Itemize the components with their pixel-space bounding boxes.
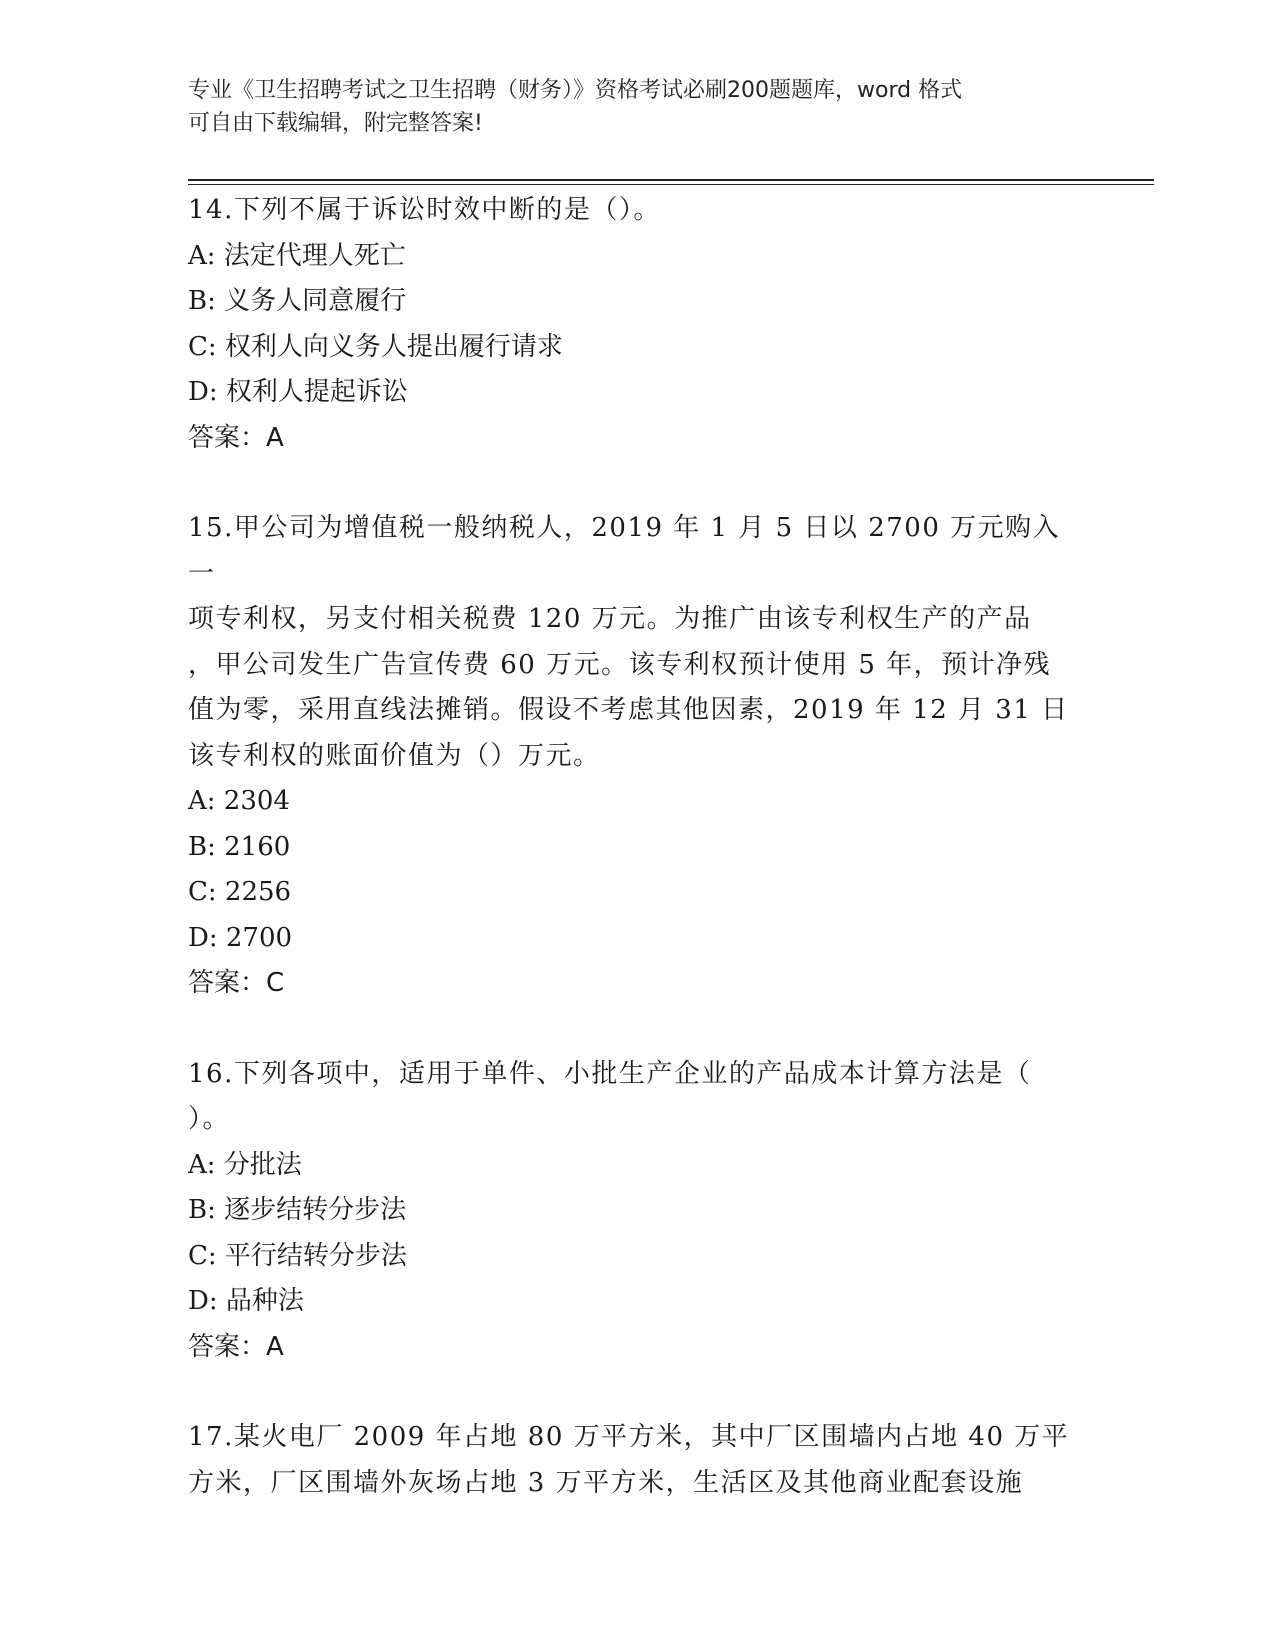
header-title-line-1: 专业《卫生招聘考试之卫生招聘（财务）》资格考试必刷200题题库，word 格式: [188, 78, 963, 103]
header-divider-thin: [188, 184, 1154, 185]
question-stem-line: 16.下列各项中，适用于单件、小批生产企业的产品成本计算方法是（: [188, 1058, 1032, 1089]
question-stem: 14.下列不属于诉讼时效中断的是（）。: [188, 195, 661, 225]
option-a: A: 分批法: [188, 1149, 302, 1180]
question-spacer: [188, 461, 1083, 506]
header-divider-thick: [188, 179, 1154, 181]
option-d: D: 2700: [188, 922, 293, 953]
question-list: [188, 188, 1083, 1506]
option-a: A: 2304: [188, 786, 290, 816]
question-stem-line: ）。: [188, 1104, 231, 1134]
question-stem-line: 17.某火电厂 2009 年占地 80 万平方米，其中厂区围墙内占地 40 万平: [188, 1422, 1070, 1452]
question-stem-line: 项专利权，另支付相关税费 120 万元。为推广由该专利权生产的产品: [188, 604, 1032, 634]
question-16: [188, 1052, 1083, 1371]
question-spacer: [188, 1007, 1083, 1052]
answer-label: 答案：A: [188, 1331, 284, 1362]
question-stem-line: 方米，厂区围墙外灰场占地 3 万平方米，生活区及其他商业配套设施: [188, 1467, 1024, 1498]
option-c: C: 2256: [188, 877, 292, 907]
answer-label: 答案：C: [188, 968, 285, 998]
answer-label: 答案：A: [188, 422, 284, 453]
header-title-line-2: 可自由下载编辑，附完整答案!: [188, 111, 483, 136]
question-stem-line: 15.甲公司为增值税一般纳税人，2019 年 1 月 5 日以 2700 万元购入一: [188, 513, 1061, 589]
option-d: D: 品种法: [188, 1286, 304, 1316]
question-14: [188, 188, 1083, 461]
question-stem-line: 值为零，采用直线法摊销。假设不考虑其他因素，2019 年 12 月 31 日: [188, 695, 1069, 725]
option-b: B: 2160: [188, 831, 291, 862]
question-17: [188, 1415, 1083, 1506]
question-stem-line: ，甲公司发生广告宣传费 60 万元。该专利权预计使用 5 年，预计净残: [188, 649, 1052, 680]
question-spacer: [188, 1370, 1083, 1415]
option-c: C: 权利人向义务人提出履行请求: [188, 331, 563, 362]
option-b: B: 逐步结转分步法: [188, 1195, 407, 1225]
question-15: [188, 506, 1083, 1007]
question-stem-line: 该专利权的账面价值为（）万元。: [188, 740, 601, 771]
document-header: [188, 74, 1068, 140]
option-b: B: 义务人同意履行: [188, 286, 407, 316]
option-c: C: 平行结转分步法: [188, 1240, 407, 1271]
option-a: A: 法定代理人死亡: [188, 240, 406, 271]
option-d: D: 权利人提起诉讼: [188, 377, 408, 407]
